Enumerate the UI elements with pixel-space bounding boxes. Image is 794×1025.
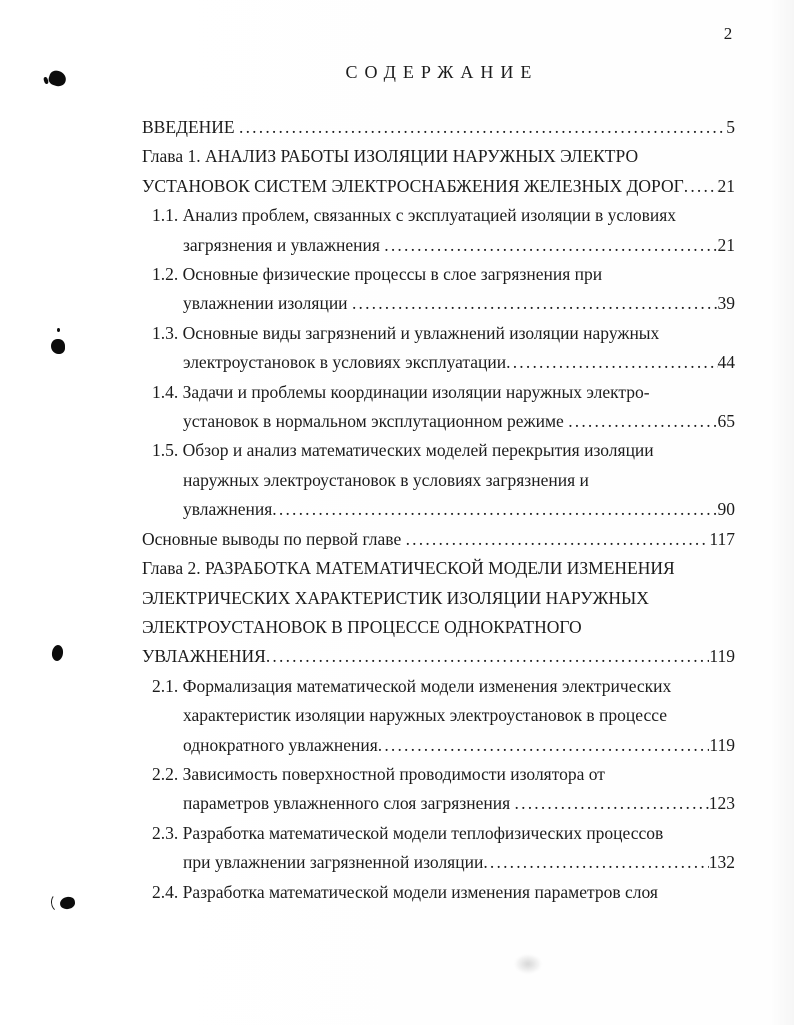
toc-page-number: 119 [709,734,735,755]
toc-entry-text: ЭЛЕКТРОУСТАНОВОК В ПРОЦЕССЕ ОДНОКРАТНОГО [142,616,582,637]
toc-entry-text: 2.1. Формализация математической модели изменения электрических [152,675,672,696]
toc-page-number: 65 [717,411,735,432]
toc-entry-text: 1.2. Основные физические процессы в слое загрязнения при [152,264,603,285]
toc-entry-text: установок в нормальном эксплутационном режиме [183,411,569,432]
dot-leader [515,789,709,818]
toc-entry-line [142,848,735,877]
dot-leader [684,172,718,201]
page-number: 2 [723,24,733,43]
toc-page-number: 21 [717,234,735,255]
dot-leader [384,231,717,260]
toc-entry-line [142,495,735,524]
dot-leader [406,525,710,554]
toc-page-number: 21 [717,175,735,196]
toc-entry-text: ВВЕДЕНИЕ [142,117,240,137]
toc-entry-text: загрязнения и увлажнения [183,234,385,255]
toc-page-number: 44 [717,352,735,373]
toc-entry-text: 1.5. Обзор и анализ математических моделей перекрытия изоляции [152,440,654,461]
dot-leader [352,289,718,318]
dot-leader [272,495,717,524]
toc-entry-line [142,319,735,348]
toc-entry-line [142,466,735,495]
toc-entry-line [142,819,735,848]
toc-entry-line [142,260,735,289]
toc-entry-line [142,672,735,701]
toc-page-number: 39 [717,293,735,314]
toc-entry-line [142,789,735,818]
toc-entry-text: наружных электроустановок в условиях загрязнения и [183,469,589,490]
toc-entry-text: 2.2. Зависимость поверхностной проводимости изолятора от [152,763,605,784]
toc-entry-line [142,289,735,318]
toc-entry-text: характеристик изоляции наружных электроустановок в процессе [183,705,668,726]
toc-entry-text: электроустановок в условиях эксплуатации [183,352,507,373]
toc-entry-line [142,701,735,730]
page-title: СОДЕРЖАНИЕ [345,62,539,82]
toc-entry-text: 2.4. Разработка математической модели изменения параметров слоя [152,881,658,902]
ink-blot-artifact [47,69,68,89]
toc-entry-line [142,731,735,760]
toc-entry-text: Основные выводы по первой главе [142,528,406,549]
toc-page-number: 132 [708,852,735,873]
dot-leader [568,407,717,436]
toc-page-number: 117 [709,528,735,549]
toc-entry-text: 2.3. Разработка математической модели теплофизических процессов [152,822,664,843]
toc-entry-text: Глава 2. РАЗРАБОТКА МАТЕМАТИЧЕСКОЙ МОДЕЛИ ИЗМЕНЕНИЯ [142,558,675,579]
toc-entry-line [142,113,735,142]
toc-entry-text: однократного увлажнения [183,734,378,755]
toc-page-number: 119 [709,646,735,667]
toc-entry-line [142,142,735,171]
scan-smudge-artifact [514,954,542,974]
ink-blot-artifact [51,644,64,661]
dot-leader [266,642,710,671]
toc-entry-text: параметров увлажненного слоя загрязнения [183,793,515,814]
dot-leader [378,731,710,760]
toc-entry-line [142,436,735,465]
toc-entry-text: Глава 1. АНАЛИЗ РАБОТЫ ИЗОЛЯЦИИ НАРУЖНЫХ ЭЛЕКТРО [142,146,639,167]
ink-blot-artifact [57,328,60,332]
toc-entry-line [142,554,735,583]
toc-entry-line [142,760,735,789]
ink-blot-artifact [51,339,65,354]
toc-entry-line [142,378,735,407]
toc-entry-text: увлажнения [183,499,273,520]
toc-entry-text: 1.4. Задачи и проблемы координации изоляции наружных электро- [152,381,650,402]
toc-entry-text: УСТАНОВОК СИСТЕМ ЭЛЕКТРОСНАБЖЕНИЯ ЖЕЛЕЗНЫХ ДОРОГ [142,175,684,196]
toc-entry-line [142,613,735,642]
toc-entry-line [142,231,735,260]
toc-entry-text: при увлажнении загрязненной изоляции [183,852,484,873]
toc-entry-text: увлажнении изоляции [183,293,352,314]
toc-page-number: 123 [708,793,735,814]
ink-blot-artifact [50,892,68,913]
dot-leader [239,113,726,142]
toc-entry-text: ЭЛЕКТРИЧЕСКИХ ХАРАКТЕРИСТИК ИЗОЛЯЦИИ НАРУЖНЫХ [142,587,649,608]
toc-entry-line [142,348,735,377]
toc-entry-line [142,525,735,554]
toc-entry-line [142,407,735,436]
toc-entry-line [142,201,735,230]
toc-entry-text: 1.1. Анализ проблем, связанных с эксплуатацией изоляции в условиях [152,205,677,226]
toc-entry-line [142,878,735,907]
dot-leader [483,848,708,877]
dot-leader [506,348,717,377]
toc-page-number: 90 [717,499,735,520]
toc-entry-text: УВЛАЖНЕНИЯ [142,646,266,667]
toc-entry-line [142,172,735,201]
toc-entry-text: 1.3. Основные виды загрязнений и увлажнений изоляции наружных [152,322,660,343]
toc-entry-line [142,584,735,613]
table-of-contents [142,113,735,907]
toc-page-number: 5 [726,117,735,137]
toc-entry-line [142,642,735,671]
